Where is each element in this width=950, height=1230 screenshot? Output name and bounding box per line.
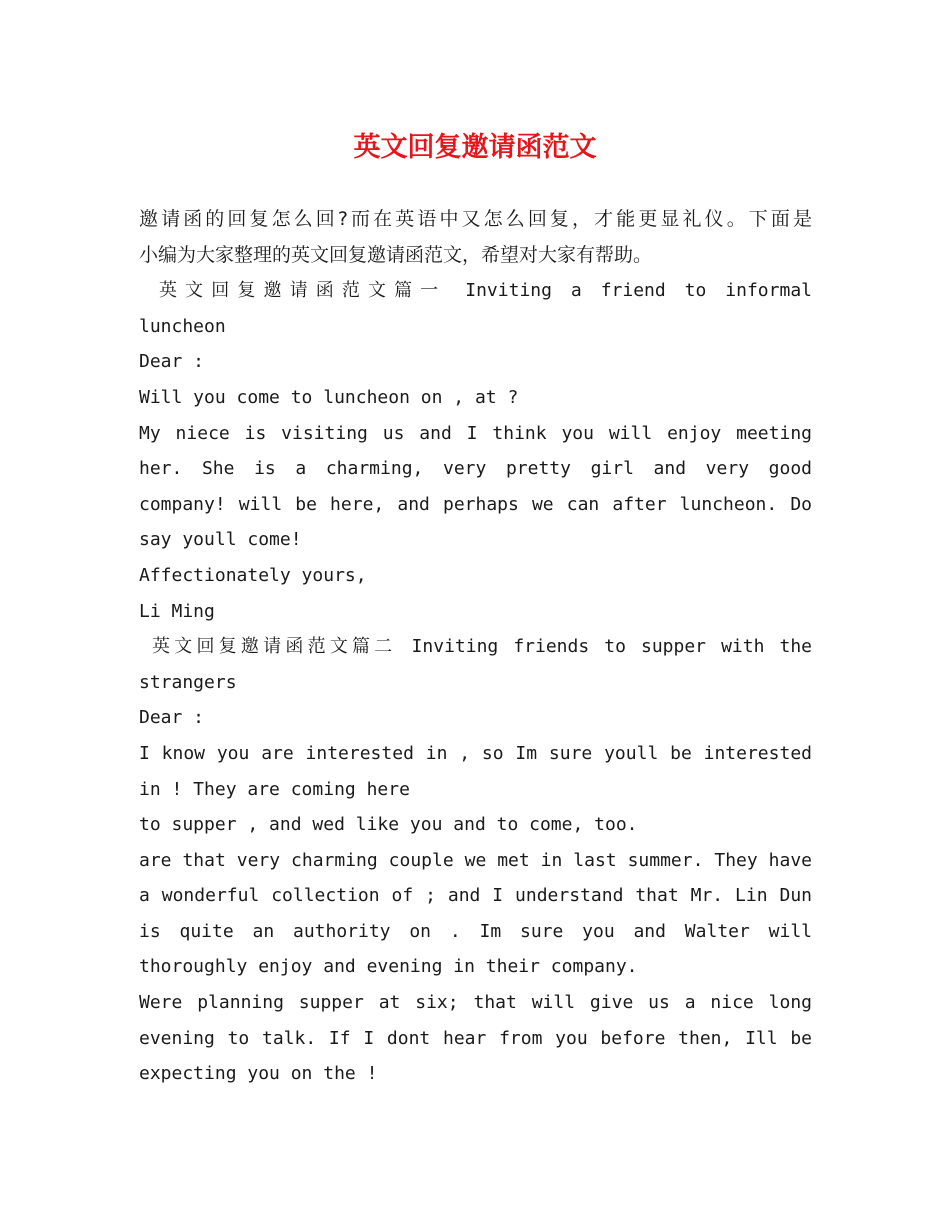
salutation: Dear : bbox=[139, 707, 205, 729]
paragraph-line: say youll come! bbox=[139, 529, 302, 551]
document-body bbox=[139, 202, 812, 1092]
paragraph-line: I know you are interested in , so Im sure youll be interested bbox=[139, 742, 812, 764]
paragraph-line: in ! They are coming here bbox=[139, 778, 410, 800]
paragraph-line: 小编为大家整理的英文回复邀请函范文，希望对大家有帮助。 bbox=[139, 243, 653, 266]
paragraph-line: is quite an authority on . Im sure you and Walter will bbox=[139, 920, 812, 942]
document-title: 英文回复邀请函范文 bbox=[353, 132, 597, 163]
signature-name: Li Ming bbox=[139, 600, 215, 622]
paragraph-line: her. She is a charming, very pretty girl and very good bbox=[139, 458, 812, 480]
salutation: Dear : bbox=[139, 351, 205, 373]
paragraph-line: luncheon bbox=[139, 315, 226, 337]
paragraph-line: Will you come to luncheon on , at ? bbox=[139, 386, 519, 408]
paragraph-line: to supper , and wed like you and to come, too. bbox=[139, 814, 638, 836]
closing: Affectionately yours, bbox=[139, 564, 367, 586]
paragraph-line: 邀请函的回复怎么回?而在英语中又怎么回复，才能更显礼仪。下面是 bbox=[139, 208, 812, 230]
paragraph-line: Were planning supper at six; that will give us a nice long bbox=[139, 992, 812, 1014]
paragraph-line: company! will be here, and perhaps we can after luncheon. Do bbox=[139, 493, 812, 515]
section-heading-1: 英文回复邀请函范文篇一 Inviting a friend to informal bbox=[159, 280, 812, 302]
paragraph-line: are that very charming couple we met in last summer. They have bbox=[139, 849, 812, 871]
paragraph-line: strangers bbox=[139, 671, 237, 693]
paragraph-line: expecting you on the ! bbox=[139, 1063, 378, 1085]
paragraph-line: evening to talk. If I dont hear from you before then, Ill be bbox=[139, 1027, 812, 1049]
paragraph-line: My niece is visiting us and I think you will enjoy meeting bbox=[139, 422, 812, 444]
section-heading-2: 英文回复邀请函范文篇二 Inviting friends to supper with the bbox=[152, 636, 812, 658]
paragraph-line: a wonderful collection of ; and I understand that Mr. Lin Dun bbox=[139, 885, 812, 907]
paragraph-line: thoroughly enjoy and evening in their company. bbox=[139, 956, 638, 978]
